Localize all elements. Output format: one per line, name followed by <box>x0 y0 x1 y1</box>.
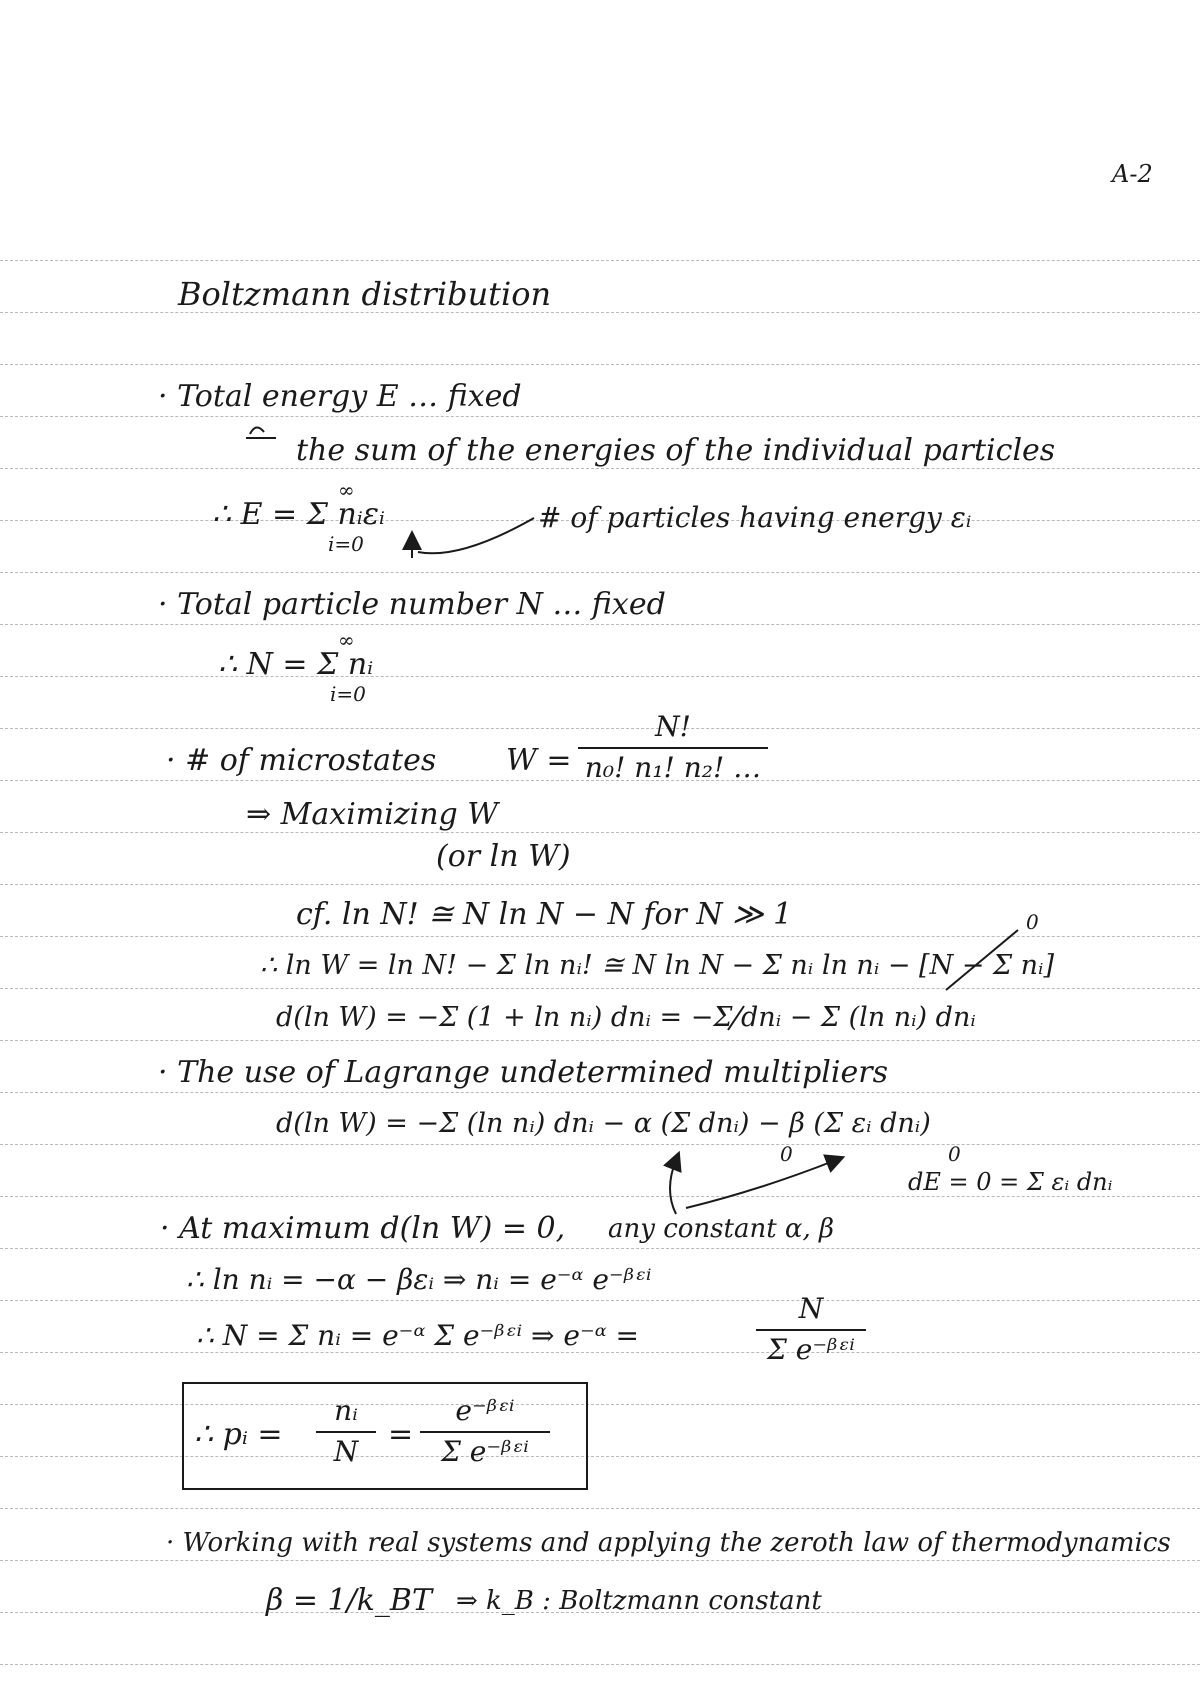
microstates-heading: · # of microstates <box>166 743 437 778</box>
particles-sum-bottom: i=0 <box>330 682 366 706</box>
ln-w-equation: ∴ ln W = ln N! − Σ ln nᵢ! ≅ N ln N − Σ nᵢ ln nᵢ − [N − Σ nᵢ] <box>260 950 1055 981</box>
lagrange-zero-mark-2: 0 <box>948 1142 961 1166</box>
e-alpha-fraction <box>756 1294 866 1366</box>
energy-note: the sum of the energies of the individual particles <box>296 433 1056 468</box>
ruled-line <box>0 1508 1200 1509</box>
ruled-line <box>0 1196 1200 1197</box>
ruled-line <box>0 260 1200 261</box>
w-fraction <box>578 712 768 784</box>
constant-note: any constant α, β <box>608 1214 835 1244</box>
energy-annotation: # of particles having energy εᵢ <box>538 501 972 534</box>
lagrange-heading: · The use of Lagrange undetermined multipliers <box>158 1055 888 1090</box>
thermo-heading: · Working with real systems and applying the zeroth law of thermodynamics <box>166 1528 1171 1558</box>
result-fraction-2 <box>420 1396 550 1468</box>
result-frac2-denominator: Σ e⁻ᵝᵋⁱ <box>441 1434 529 1468</box>
ruled-line <box>0 1560 1200 1561</box>
ruled-line <box>0 1456 1200 1457</box>
fraction-bar <box>316 1431 376 1433</box>
page-number: A-2 <box>1112 160 1153 188</box>
energy-equation: ∴ E = Σ nᵢεᵢ <box>212 497 385 532</box>
ruled-line <box>0 1248 1200 1249</box>
ruled-line <box>0 676 1200 677</box>
ruled-line <box>0 1404 1200 1405</box>
ruled-line <box>0 1040 1200 1041</box>
boltzmann-constant-note: ⇒ k_B : Boltzmann constant <box>456 1586 822 1616</box>
ruled-line <box>0 572 1200 573</box>
ruled-line <box>0 1300 1200 1301</box>
lagrange-zero-mark-1: 0 <box>780 1142 793 1166</box>
e-alpha-numerator: N <box>798 1292 824 1325</box>
fraction-bar <box>420 1431 550 1433</box>
page-title: Boltzmann distribution <box>178 275 552 313</box>
energy-heading: · Total energy E … fixed <box>158 379 522 414</box>
particles-equation: ∴ N = Σ nᵢ <box>218 647 374 682</box>
fraction-bar <box>756 1329 866 1331</box>
ruled-line <box>0 1352 1200 1353</box>
annotation-arrow <box>418 518 534 553</box>
d-ln-w-equation: d(ln W) = −Σ (1 + ln nᵢ) dnᵢ = −Σ dnᵢ − Σ (ln nᵢ) dnᵢ <box>276 1002 976 1033</box>
energy-note-arrow <box>246 427 276 438</box>
energy-constraint: dE = 0 = Σ εᵢ dnᵢ <box>908 1168 1113 1196</box>
ruled-line <box>0 988 1200 989</box>
ruled-line <box>0 1092 1200 1093</box>
n-sum-equation: ∴ N = Σ nᵢ = e⁻ᵅ Σ e⁻ᵝᵋⁱ ⇒ e⁻ᵅ = <box>196 1319 639 1352</box>
e-alpha-denominator: Σ e⁻ᵝᵋⁱ <box>767 1332 855 1366</box>
ruled-line <box>0 1144 1200 1145</box>
result-lhs: ∴ pᵢ = <box>194 1417 283 1452</box>
ruled-line <box>0 1664 1200 1665</box>
w-denominator: n₀! n₁! n₂! … <box>584 750 762 784</box>
beta-arrow <box>686 1160 836 1208</box>
energy-sum-bottom: i=0 <box>328 532 364 556</box>
particles-sum-top: ∞ <box>338 628 355 652</box>
ruled-line <box>0 364 1200 365</box>
result-equals: = <box>388 1417 414 1452</box>
zero-mark: 0 <box>1026 910 1039 934</box>
energy-sum-top: ∞ <box>338 478 355 502</box>
maximum-heading: · At maximum d(ln W) = 0, <box>160 1211 566 1246</box>
stirling-approximation: cf. ln N! ≅ N ln N − N for N ≫ 1 <box>296 897 793 932</box>
or-ln-w: (or ln W) <box>436 839 571 874</box>
lagrange-equation: d(ln W) = −Σ (ln nᵢ) dnᵢ − α (Σ dnᵢ) − β (Σ εᵢ dnᵢ) <box>276 1108 931 1139</box>
ln-ni-equation: ∴ ln nᵢ = −α − βεᵢ ⇒ nᵢ = e⁻ᵅ e⁻ᵝᵋⁱ <box>186 1263 652 1296</box>
ruled-line <box>0 416 1200 417</box>
particles-heading: · Total particle number N … fixed <box>158 587 666 622</box>
ruled-line <box>0 624 1200 625</box>
fraction-bar <box>578 747 768 749</box>
maximizing-line: ⇒ Maximizing W <box>246 797 499 832</box>
ruled-line <box>0 832 1200 833</box>
beta-definition: β = 1/k_BT <box>266 1583 432 1618</box>
result-frac1-numerator: nᵢ <box>334 1394 358 1427</box>
result-frac1-denominator: N <box>333 1434 359 1468</box>
result-fraction-1 <box>316 1396 376 1468</box>
alpha-arrow <box>670 1160 676 1214</box>
ruled-line <box>0 468 1200 469</box>
w-lhs: W = <box>506 743 572 778</box>
ruled-line <box>0 936 1200 937</box>
w-numerator: N! <box>655 710 691 743</box>
result-frac2-numerator: e⁻ᵝᵋⁱ <box>455 1394 515 1427</box>
ruled-line <box>0 884 1200 885</box>
